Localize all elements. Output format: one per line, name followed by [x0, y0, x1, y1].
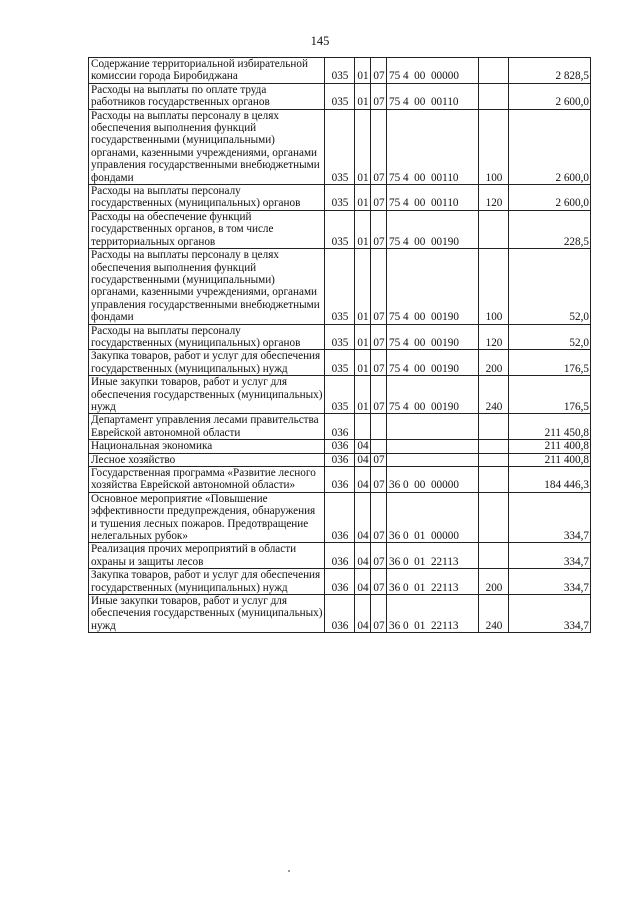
expense-name: Государственная программа «Развитие лесного хозяйства Еврейской автономной области»: [89, 467, 325, 493]
section-code: 04: [355, 467, 371, 493]
amount: 2 600,0: [509, 83, 591, 109]
expense-type-code: [479, 414, 509, 440]
amount: 2 600,0: [509, 109, 591, 184]
table-row: [89, 543, 591, 569]
expense-type-code: 200: [479, 569, 509, 595]
target-item-code: 36 0 01 00000: [387, 492, 479, 543]
section-code: 04: [355, 440, 371, 453]
target-item-code: [387, 414, 479, 440]
expense-type-code: [479, 83, 509, 109]
expense-name: Закупка товаров, работ и услуг для обеспечения государственных (муниципальных) нужд: [89, 350, 325, 376]
department-code: 035: [325, 324, 355, 350]
expense-type-code: 120: [479, 324, 509, 350]
subsection-code: 07: [371, 185, 387, 211]
subsection-code: 07: [371, 350, 387, 376]
amount: 2 828,5: [509, 58, 591, 84]
expense-name: Закупка товаров, работ и услуг для обеспечения государственных (муниципальных) нужд: [89, 569, 325, 595]
target-item-code: 75 4 00 00110: [387, 83, 479, 109]
subsection-code: 07: [371, 109, 387, 184]
expense-name: Иные закупки товаров, работ и услуг для обеспечения государственных (муниципальных) нужд: [89, 595, 325, 633]
table-row: [89, 249, 591, 324]
department-code: 035: [325, 350, 355, 376]
section-code: 01: [355, 350, 371, 376]
expense-type-code: [479, 440, 509, 453]
section-code: 01: [355, 185, 371, 211]
section-code: 01: [355, 210, 371, 248]
expense-type-code: 100: [479, 109, 509, 184]
section-code: 01: [355, 83, 371, 109]
department-code: 036: [325, 467, 355, 493]
expense-name: Основное мероприятие «Повышение эффективности предупреждения, обнаружения и тушения лесных пожаров. Предотвращение нелегальных рубок»: [89, 492, 325, 543]
amount: 228,5: [509, 210, 591, 248]
scan-speck: [288, 870, 290, 872]
expense-type-code: 120: [479, 185, 509, 211]
expense-name: Расходы на выплаты по оплате труда работников государственных органов: [89, 83, 325, 109]
subsection-code: 07: [371, 569, 387, 595]
amount: 176,5: [509, 376, 591, 414]
section-code: 04: [355, 492, 371, 543]
target-item-code: 36 0 01 22113: [387, 543, 479, 569]
department-code: 036: [325, 543, 355, 569]
subsection-code: 07: [371, 324, 387, 350]
expense-type-code: [479, 543, 509, 569]
table-row: [89, 453, 591, 466]
department-code: 036: [325, 414, 355, 440]
amount: 334,7: [509, 595, 591, 633]
expense-type-code: [479, 58, 509, 84]
page-number: 145: [310, 34, 330, 48]
table-row: [89, 83, 591, 109]
expense-name: Департамент управления лесами правительства Еврейской автономной области: [89, 414, 325, 440]
expense-type-code: [479, 210, 509, 248]
target-item-code: 75 4 00 00190: [387, 249, 479, 324]
department-code: 035: [325, 109, 355, 184]
subsection-code: 07: [371, 210, 387, 248]
subsection-code: 07: [371, 376, 387, 414]
amount: 52,0: [509, 249, 591, 324]
target-item-code: 75 4 00 00190: [387, 210, 479, 248]
table-row: [89, 210, 591, 248]
section-code: 04: [355, 453, 371, 466]
target-item-code: 75 4 00 00000: [387, 58, 479, 84]
subsection-code: 07: [371, 492, 387, 543]
table-row: [89, 350, 591, 376]
expense-name: Иные закупки товаров, работ и услуг для обеспечения государственных (муниципальных) нужд: [89, 376, 325, 414]
department-code: 035: [325, 210, 355, 248]
expense-name: Расходы на выплаты персоналу в целях обеспечения выполнения функций государственными (муниципальными) органами, казенными учреждениями, органами управления государственными внебюджетными фондами: [89, 249, 325, 324]
table-row: [89, 569, 591, 595]
section-code: 01: [355, 249, 371, 324]
subsection-code: 07: [371, 467, 387, 493]
table-row: [89, 440, 591, 453]
department-code: 035: [325, 249, 355, 324]
department-code: 035: [325, 58, 355, 84]
subsection-code: 07: [371, 249, 387, 324]
expense-name: Лесное хозяйство: [89, 453, 325, 466]
table-row: [89, 492, 591, 543]
department-code: 036: [325, 492, 355, 543]
expense-type-code: [479, 453, 509, 466]
expense-name: Расходы на обеспечение функций государственных органов, в том числе территориальных органов: [89, 210, 325, 248]
section-code: 04: [355, 595, 371, 633]
section-code: 04: [355, 569, 371, 595]
subsection-code: [371, 440, 387, 453]
target-item-code: 75 4 00 00190: [387, 376, 479, 414]
amount: 211 400,8: [509, 453, 591, 466]
amount: 2 600,0: [509, 185, 591, 211]
amount: 52,0: [509, 324, 591, 350]
expense-name: Расходы на выплаты персоналу в целях обеспечения выполнения функций государственными (муниципальными) органами, казенными учреждениями, органами управления государственными внебюджетными фондами: [89, 109, 325, 184]
table-row: [89, 595, 591, 633]
subsection-code: 07: [371, 58, 387, 84]
table-row: [89, 467, 591, 493]
subsection-code: 07: [371, 543, 387, 569]
amount: 334,7: [509, 543, 591, 569]
expense-type-code: 240: [479, 595, 509, 633]
table-row: [89, 376, 591, 414]
expense-type-code: [479, 492, 509, 543]
target-item-code: 75 4 00 00190: [387, 324, 479, 350]
budget-table: [88, 57, 591, 633]
department-code: 035: [325, 83, 355, 109]
budget-table-body: [89, 58, 591, 633]
expense-name: Расходы на выплаты персоналу государственных (муниципальных) органов: [89, 324, 325, 350]
table-row: [89, 58, 591, 84]
table-row: [89, 414, 591, 440]
target-item-code: 75 4 00 00110: [387, 185, 479, 211]
section-code: 04: [355, 543, 371, 569]
amount: 334,7: [509, 492, 591, 543]
subsection-code: 07: [371, 83, 387, 109]
subsection-code: 07: [371, 595, 387, 633]
department-code: 036: [325, 453, 355, 466]
table-row: [89, 185, 591, 211]
amount: 184 446,3: [509, 467, 591, 493]
section-code: 01: [355, 324, 371, 350]
amount: 176,5: [509, 350, 591, 376]
expense-name: Реализация прочих мероприятий в области охраны и защиты лесов: [89, 543, 325, 569]
target-item-code: 36 0 01 22113: [387, 595, 479, 633]
expense-name: Расходы на выплаты персоналу государственных (муниципальных) органов: [89, 185, 325, 211]
section-code: 01: [355, 58, 371, 84]
section-code: 01: [355, 376, 371, 414]
department-code: 036: [325, 440, 355, 453]
expense-name: Национальная экономика: [89, 440, 325, 453]
department-code: 035: [325, 185, 355, 211]
target-item-code: 36 0 01 22113: [387, 569, 479, 595]
target-item-code: 75 4 00 00110: [387, 109, 479, 184]
amount: 334,7: [509, 569, 591, 595]
subsection-code: [371, 414, 387, 440]
target-item-code: 75 4 00 00190: [387, 350, 479, 376]
expense-type-code: 240: [479, 376, 509, 414]
target-item-code: [387, 440, 479, 453]
expense-type-code: 100: [479, 249, 509, 324]
expense-type-code: [479, 467, 509, 493]
section-code: 01: [355, 109, 371, 184]
amount: 211 450,8: [509, 414, 591, 440]
table-row: [89, 324, 591, 350]
department-code: 036: [325, 595, 355, 633]
subsection-code: 07: [371, 453, 387, 466]
department-code: 036: [325, 569, 355, 595]
section-code: [355, 414, 371, 440]
target-item-code: [387, 453, 479, 466]
target-item-code: 36 0 00 00000: [387, 467, 479, 493]
amount: 211 400,8: [509, 440, 591, 453]
expense-type-code: 200: [479, 350, 509, 376]
department-code: 035: [325, 376, 355, 414]
expense-name: Содержание территориальной избирательной комиссии города Биробиджана: [89, 58, 325, 84]
table-row: [89, 109, 591, 184]
